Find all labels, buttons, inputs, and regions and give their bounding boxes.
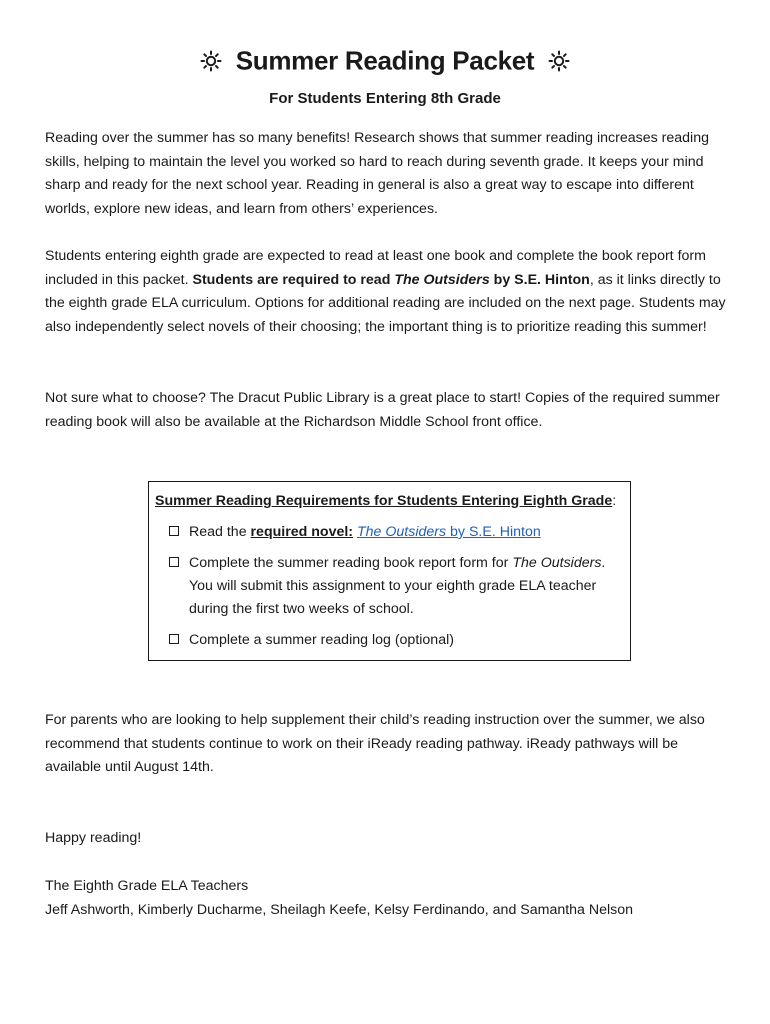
item-text: Read the: [189, 524, 251, 540]
requirements-heading: [155, 490, 624, 513]
book-author: by S.E. Hinton: [489, 271, 590, 288]
happy-reading: Happy reading!: [45, 830, 142, 846]
required-book-statement: [192, 272, 589, 288]
parents-paragraph: For parents who are looking to help supplement their child’s reading instruction over the summer, we also recommend that students continue to work on their iReady reading pathway. iReady pathways will be available until August 14th.: [45, 712, 705, 775]
bold-text: Students are required to read: [192, 271, 395, 288]
requirement-item-reading-log: [155, 629, 624, 652]
page-title: [0, 44, 770, 77]
item-text: Complete a summer reading log (optional): [189, 632, 454, 648]
checkbox[interactable]: [169, 634, 179, 644]
checkbox[interactable]: [169, 557, 179, 567]
requirements-title: Summer Reading Requirements for Students Entering Eighth Grade: [155, 493, 613, 509]
requirement-item-book-report: [155, 552, 624, 621]
book-title: The Outsiders: [394, 271, 490, 288]
requirements-box: [148, 481, 631, 661]
requirement-item-read-novel: [155, 521, 624, 544]
book-title: The Outsiders: [512, 555, 602, 571]
checkbox[interactable]: [169, 526, 179, 536]
library-paragraph: Not sure what to choose? The Dracut Public Library is a great place to start! Copies of the required summer reading book will also be available at the Richardson Middle School front office.: [45, 390, 720, 430]
item-text: . You will submit this assignment to your eighth grade ELA teacher during the first two weeks of school.: [189, 555, 606, 617]
link-author: by S.E. Hinton: [446, 524, 541, 540]
signature: [45, 875, 735, 922]
outsiders-link[interactable]: [357, 524, 541, 540]
sun-icon: [200, 50, 222, 72]
requirement-paragraph: [45, 245, 735, 339]
intro-paragraph: Reading over the summer has so many benefits! Research shows that summer reading increases reading skills, helping to maintain the level you worked so hard to reach during seventh grade. It keeps your mind sharp and ready for the next school year. Reading in general is also a great way to escape into different worlds, explore new ideas, and learn from others’ experiences.: [45, 130, 709, 217]
link-title: The Outsiders: [356, 524, 447, 540]
signature-title: The Eighth Grade ELA Teachers: [45, 878, 249, 894]
paragraph-text: Students entering eighth grade are expected to read at least one book and complete the book report form included in this packet.: [45, 248, 706, 288]
title-text: Summer Reading Packet: [235, 45, 535, 76]
item-text: Complete the summer reading book report form for: [189, 555, 513, 571]
sun-icon: [548, 50, 570, 72]
colon: :: [612, 493, 617, 509]
page-subtitle: For Students Entering 8th Grade: [269, 90, 501, 107]
paragraph-text: , as it links directly to the eighth grade ELA curriculum. Options for additional reading are included on the next page. Students may also independently select novels of their choosing; the important thing is to prioritize reading this summer!: [45, 271, 726, 335]
signature-names: Jeff Ashworth, Kimberly Ducharme, Sheilagh Keefe, Kelsy Ferdinando, and Samantha Nelson: [45, 901, 634, 918]
required-novel-label: required novel:: [250, 524, 354, 540]
